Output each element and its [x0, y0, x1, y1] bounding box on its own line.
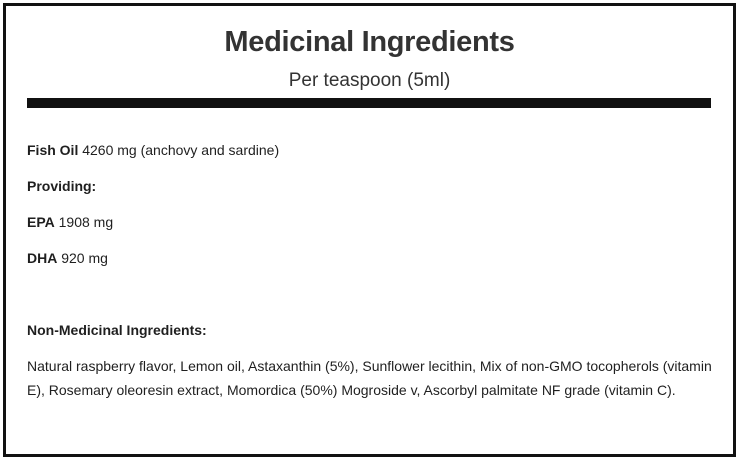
dha-label: DHA — [27, 250, 58, 266]
non-medicinal-heading-line — [27, 322, 207, 338]
fish-oil-value: 4260 mg (anchovy and sardine) — [78, 142, 280, 158]
ingredients-panel — [3, 3, 736, 457]
epa-label: EPA — [27, 214, 55, 230]
epa-line — [27, 214, 113, 230]
heavy-divider — [27, 98, 711, 108]
panel-subtitle: Per teaspoon (5ml) — [288, 70, 451, 91]
panel-title: Medicinal Ingredients — [224, 26, 515, 58]
non-medicinal-text: Natural raspberry flavor, Lemon oil, Astaxanthin (5%), Sunflower lecithin, Mix of non-GMO tocopherols (vitamin E), Rosemary oleoresin extract, Momordica (50%) Mogroside v, Ascorbyl palmitate NF grade (vitamin C). — [27, 358, 712, 398]
fish-oil-label: Fish Oil — [27, 142, 79, 158]
providing-label: Providing: — [27, 178, 97, 194]
non-medicinal-heading: Non-Medicinal Ingredients: — [27, 322, 207, 338]
fish-oil-line — [27, 142, 279, 158]
dha-line — [27, 250, 108, 266]
providing-line — [27, 178, 96, 194]
epa-value: 1908 mg — [54, 214, 114, 230]
dha-value: 920 mg — [57, 250, 108, 266]
